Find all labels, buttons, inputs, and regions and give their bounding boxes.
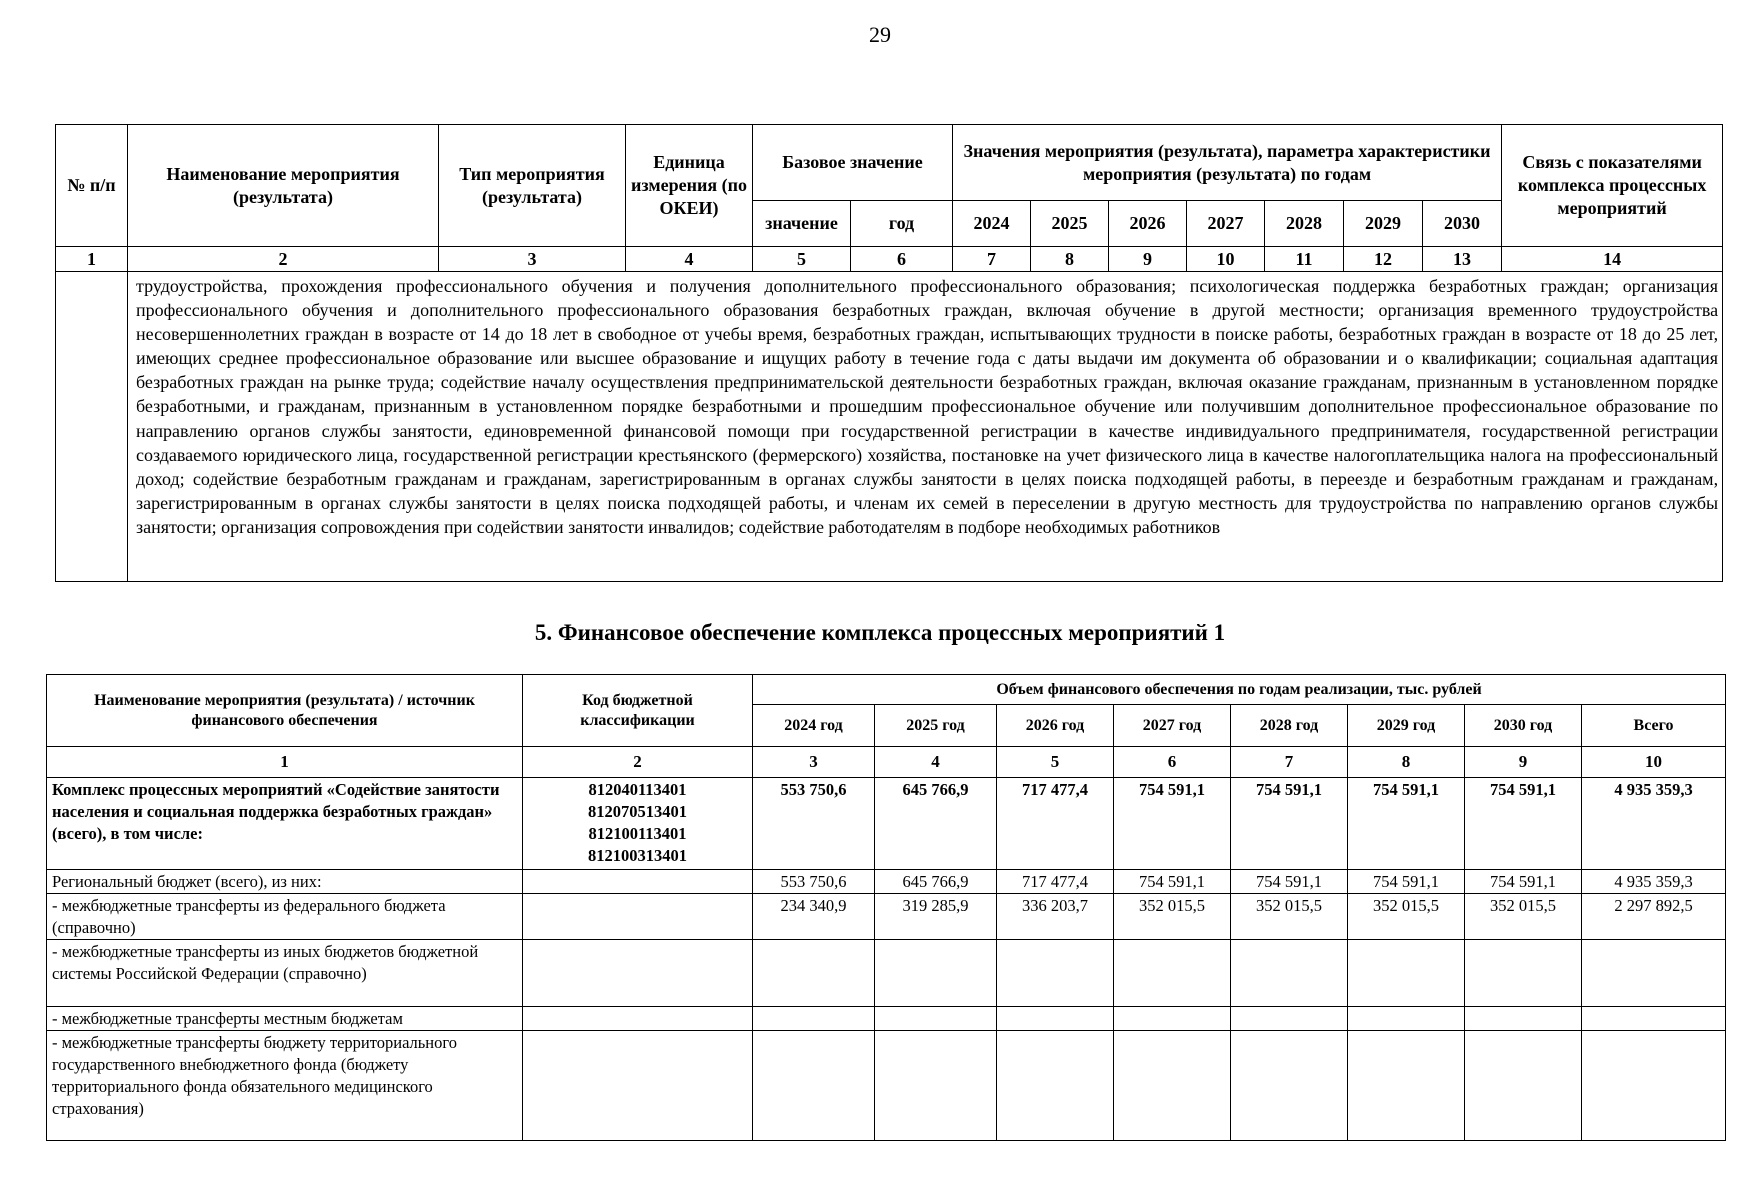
column-number-row [47, 747, 1726, 778]
header-base-value: значение [753, 201, 851, 247]
budget-code: 812100113401 [588, 824, 687, 843]
table-row [47, 1007, 1726, 1031]
value-cell [753, 1007, 875, 1031]
budget-codes [523, 1007, 753, 1031]
value-cell-total [1582, 1031, 1726, 1141]
column-number-row [56, 247, 1723, 272]
header-code: Код бюджетной классификации [523, 675, 753, 747]
header-year: 2028 год [1231, 705, 1348, 747]
header-year: 2027 год [1114, 705, 1231, 747]
value-cell [875, 1007, 997, 1031]
value-cell [753, 940, 875, 1007]
value-cell: 754 591,1 [1231, 778, 1348, 870]
value-cell-total [1582, 940, 1726, 1007]
column-number: 8 [1348, 747, 1465, 778]
value-cell: 352 015,5 [1348, 894, 1465, 940]
budget-code: 812040113401 [588, 780, 687, 799]
row-name: - межбюджетные трансферты бюджету территориального государственного внебюджетного фонда (бюджету территориального фонда обязательного медицинского страхования) [47, 1031, 523, 1141]
table-row [47, 894, 1726, 940]
header-year: 2026 [1109, 201, 1187, 247]
header-volume: Объем финансового обеспечения по годам реализации, тыс. рублей [753, 675, 1726, 705]
value-cell [1114, 940, 1231, 1007]
description-text: трудоустройства, прохождения профессионального обучения и получения дополнительного профессионального образования; психологическая поддержка безработных граждан; организация профессионального обучения и дополнительного профессионального образования безработных граждан, включая обучение в другой местности; организация временного трудоустройства несовершеннолетних граждан в возрасте от 14 до 18 лет в свободное от учебы время, безработных граждан, испытывающих трудности в поиске работы, безработных граждан в возрасте от 18 до 25 лет, имеющих среднее профессиональное образование или высшее образование и ищущих работу в течение года с даты выдачи им документа об образовании и о квалификации; социальная адаптация безработных граждан на рынке труда; содействие началу осуществления предпринимательской деятельности безработных граждан, включая оказание гражданам, признанным в установленном порядке безработными, и гражданам, признанным в установленном порядке безработными и прошедшим профессиональное обучение или получившим дополнительное профессиональное образование по направлению органов службы занятости, единовременной финансовой помощи при государственной регистрации в качестве индивидуального предпринимателя, государственной регистрации создаваемого юридического лица, государственной регистрации крестьянского (фермерского) хозяйства, постановке на учет физического лица в качестве налогоплательщика налога на профессиональный доход; содействие безработным гражданам и гражданам, зарегистрированным в органах службы занятости в целях поиска подходящей работы, в переезде и безработным гражданам и гражданам, зарегистрированным в органах службы занятости в целях поиска подходящей работы, и членам их семей в переселении в другую местность для трудоустройства по направлению органов службы занятости; организация сопровождения при содействии занятости инвалидов; содействие работодателям в подборе необходимых работников [128, 272, 1723, 582]
budget-codes [523, 778, 753, 870]
column-number: 1 [47, 747, 523, 778]
value-cell [1348, 1031, 1465, 1141]
value-cell: 754 591,1 [1231, 870, 1348, 894]
column-number: 1 [56, 247, 128, 272]
value-cell [1114, 1031, 1231, 1141]
value-cell [875, 940, 997, 1007]
budget-codes [523, 870, 753, 894]
header-year: 2030 [1423, 201, 1502, 247]
row-name: Комплекс процессных мероприятий «Содействие занятости населения и социальная поддержка безработных граждан» (всего), в том числе: [47, 778, 523, 870]
column-number: 3 [439, 247, 626, 272]
header-type: Тип мероприятия (результата) [439, 125, 626, 247]
value-cell-total: 4 935 359,3 [1582, 778, 1726, 870]
column-number: 3 [753, 747, 875, 778]
value-cell-total: 4 935 359,3 [1582, 870, 1726, 894]
value-cell: 352 015,5 [1231, 894, 1348, 940]
column-number: 7 [1231, 747, 1348, 778]
header-year: 2025 год [875, 705, 997, 747]
value-cell: 553 750,6 [753, 870, 875, 894]
header-base: Базовое значение [753, 125, 953, 201]
header-year: 2030 год [1465, 705, 1582, 747]
header-year: 2024 [953, 201, 1031, 247]
column-number: 10 [1582, 747, 1726, 778]
value-cell: 754 591,1 [1348, 870, 1465, 894]
column-number: 8 [1031, 247, 1109, 272]
column-number: 9 [1465, 747, 1582, 778]
column-number: 5 [753, 247, 851, 272]
column-number: 7 [953, 247, 1031, 272]
budget-codes [523, 1031, 753, 1141]
column-number: 14 [1502, 247, 1723, 272]
value-cell: 234 340,9 [753, 894, 875, 940]
header-year: 2029 год [1348, 705, 1465, 747]
header-year: 2024 год [753, 705, 875, 747]
table-row [47, 870, 1726, 894]
column-number: 6 [851, 247, 953, 272]
value-cell: 754 591,1 [1465, 778, 1582, 870]
column-number: 10 [1187, 247, 1265, 272]
row-name: - межбюджетные трансферты местным бюджетам [47, 1007, 523, 1031]
value-cell: 754 591,1 [1348, 778, 1465, 870]
value-cell: 352 015,5 [1465, 894, 1582, 940]
value-cell [1465, 1007, 1582, 1031]
header-total: Всего [1582, 705, 1726, 747]
value-cell [875, 1031, 997, 1141]
page-number: 29 [869, 22, 891, 47]
row-name: - межбюджетные трансферты из иных бюджетов бюджетной системы Российской Федерации (справочно) [47, 940, 523, 1007]
row-name: - межбюджетные трансферты из федерального бюджета (справочно) [47, 894, 523, 940]
value-cell [997, 1007, 1114, 1031]
value-cell: 645 766,9 [875, 778, 997, 870]
value-cell: 717 477,4 [997, 870, 1114, 894]
value-cell: 754 591,1 [1114, 870, 1231, 894]
section-title: 5. Финансовое обеспечение комплекса процессных мероприятий 1 [534, 620, 1226, 645]
column-number: 2 [523, 747, 753, 778]
column-number: 12 [1344, 247, 1423, 272]
value-cell-total: 2 297 892,5 [1582, 894, 1726, 940]
value-cell: 754 591,1 [1465, 870, 1582, 894]
value-cell [1348, 1007, 1465, 1031]
value-cell: 553 750,6 [753, 778, 875, 870]
column-number: 5 [997, 747, 1114, 778]
value-cell [997, 1031, 1114, 1141]
row-name: Региональный бюджет (всего), из них: [47, 870, 523, 894]
value-cell [1465, 940, 1582, 1007]
header-year: 2029 [1344, 201, 1423, 247]
value-cell [753, 1031, 875, 1141]
value-cell [1231, 1007, 1348, 1031]
value-cell [1465, 1031, 1582, 1141]
header-year: 2026 год [997, 705, 1114, 747]
value-cell: 717 477,4 [997, 778, 1114, 870]
header-values: Значения мероприятия (результата), параметра характеристики мероприятия (результата) по годам [953, 125, 1502, 201]
table-row [47, 940, 1726, 1007]
budget-code: 812100313401 [588, 846, 687, 865]
header-year: 2027 [1187, 201, 1265, 247]
header-link: Связь с показателями комплекса процессных мероприятий [1502, 125, 1723, 247]
column-number: 2 [128, 247, 439, 272]
header-year: 2028 [1265, 201, 1344, 247]
value-cell: 754 591,1 [1114, 778, 1231, 870]
header-year: 2025 [1031, 201, 1109, 247]
header-name: Наименование мероприятия (результата) / источник финансового обеспечения [47, 675, 523, 747]
indicators-table [55, 124, 1723, 582]
column-number: 13 [1423, 247, 1502, 272]
column-number: 6 [1114, 747, 1231, 778]
value-cell: 352 015,5 [1114, 894, 1231, 940]
empty-num-cell [56, 272, 128, 582]
value-cell: 319 285,9 [875, 894, 997, 940]
budget-code: 812070513401 [588, 802, 687, 821]
value-cell: 645 766,9 [875, 870, 997, 894]
value-cell-total [1582, 1007, 1726, 1031]
value-cell [1348, 940, 1465, 1007]
column-number: 11 [1265, 247, 1344, 272]
table-row [47, 1031, 1726, 1141]
value-cell [1231, 940, 1348, 1007]
value-cell [1114, 1007, 1231, 1031]
header-base-year: год [851, 201, 953, 247]
column-number: 4 [626, 247, 753, 272]
value-cell [997, 940, 1114, 1007]
header-num: № п/п [56, 125, 128, 247]
financing-table [46, 674, 1726, 1141]
column-number: 4 [875, 747, 997, 778]
column-number: 9 [1109, 247, 1187, 272]
header-name: Наименование мероприятия (результата) [128, 125, 439, 247]
budget-codes [523, 894, 753, 940]
table-row [47, 778, 1726, 870]
budget-codes [523, 940, 753, 1007]
value-cell: 336 203,7 [997, 894, 1114, 940]
value-cell [1231, 1031, 1348, 1141]
header-unit: Единица измерения (по ОКЕИ) [626, 125, 753, 247]
